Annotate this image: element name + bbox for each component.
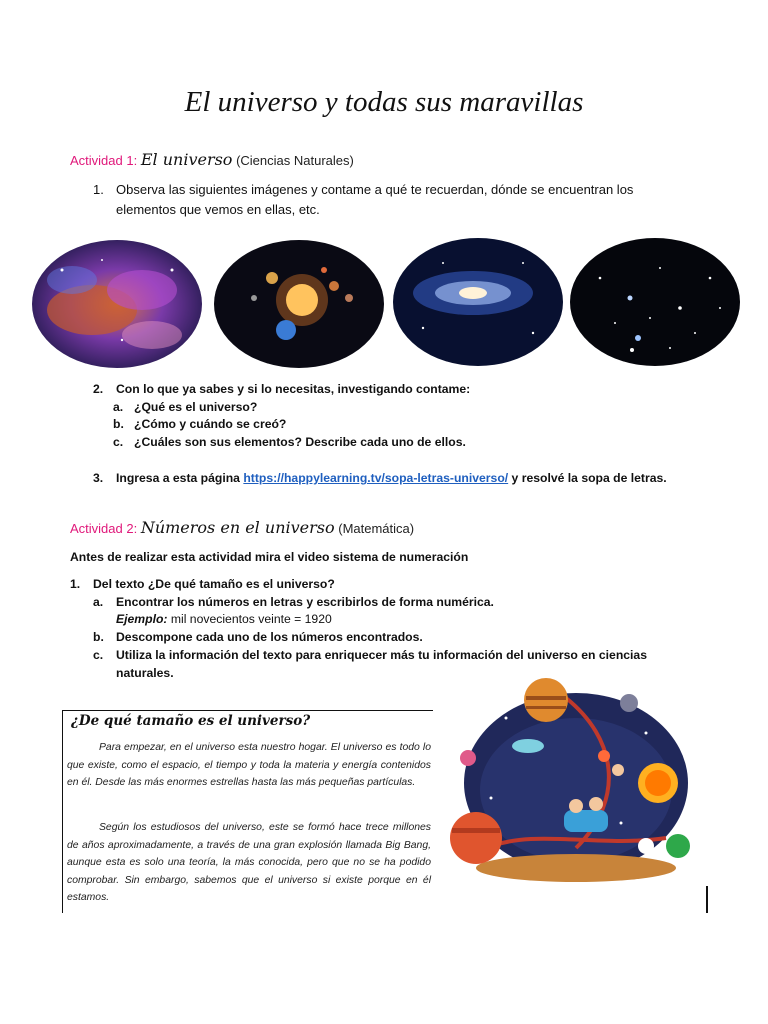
activity-2-label: Actividad 2: xyxy=(70,521,138,536)
textbox-title: ¿De qué tamaño es el universo? xyxy=(71,713,311,729)
act2-c-letter: c. xyxy=(93,648,104,662)
act2-c-text: Utiliza la información del texto para enriquecer más tu información del universo en ciencias naturales. xyxy=(116,648,647,680)
example-text: mil novecientos veinte = 1920 xyxy=(167,612,332,626)
item-2a-text: ¿Qué es el universo? xyxy=(134,400,258,414)
textbox-paragraph-1: Para empezar, en el universo esta nuestro hogar. El universo es todo lo que existe, como el espacio, el tiempo y toda la materia y energía contenidos en él. Desde las más enormes estrellas hasta las más pequeñas partículas. xyxy=(67,742,431,789)
item-1-text: Observa las siguientes imágenes y contame a qué te recuerdan, dónde se encuentran los elementos que vemos en ellas, etc. xyxy=(116,182,634,217)
nebula-image xyxy=(32,240,202,368)
activity-2-name: Números en el universo xyxy=(140,518,335,537)
activity-1-name: El universo xyxy=(140,150,233,169)
item-3-text xyxy=(116,470,667,488)
item-2c-letter: c. xyxy=(113,435,124,449)
sopa-letras-link[interactable]: https://happylearning.tv/sopa-letras-universo/ xyxy=(243,471,509,485)
act2-item-1-text: Del texto ¿De qué tamaño es el universo? xyxy=(93,577,335,591)
act2-b-text: Descompone cada uno de los números encontrados. xyxy=(116,630,423,644)
page-title: El universo y todas sus maravillas xyxy=(184,86,584,118)
act2-a-text: Encontrar los números en letras y escribirlos de forma numérica. xyxy=(116,595,494,609)
galaxy-image xyxy=(393,238,563,366)
item-1-number: 1. xyxy=(93,182,104,197)
solar-system-image xyxy=(214,240,384,368)
item-2c-text: ¿Cuáles son sus elementos? Describe cada uno de ellos. xyxy=(134,435,466,449)
act2-b-letter: b. xyxy=(93,630,104,644)
item-3-post: y resolvé la sopa de letras. xyxy=(508,471,667,485)
activity-1-label: Actividad 1: xyxy=(70,153,138,168)
right-border-segment xyxy=(706,886,708,913)
activity-1-area: (Ciencias Naturales) xyxy=(236,153,354,168)
textbox-paragraph-2: Según los estudiosos del universo, este se formó hace trece millones de años aproximadamente, a través de una gran explosión llamada Big Bang, aunque esta es solo una teoría, la más conocida, pero que no se ha podido comprobar. Sin embargo, sabemos que el universo si existe porque en él estamos. xyxy=(67,822,431,904)
item-3-pre: Ingresa a esta página xyxy=(116,471,244,485)
item-2b-letter: b. xyxy=(113,417,124,431)
universe-size-textbox xyxy=(62,710,433,913)
item-2-text: Con lo que ya sabes y si lo necesitas, investigando contame: xyxy=(116,382,471,396)
star-field-image xyxy=(570,238,740,366)
act2-example xyxy=(116,611,332,629)
activity-2-area: (Matemática) xyxy=(338,521,415,536)
kids-space-rollercoaster-illustration xyxy=(446,678,696,888)
item-3-number: 3. xyxy=(93,471,104,485)
act2-item-1-number: 1. xyxy=(70,577,81,591)
example-label: Ejemplo: xyxy=(116,612,168,626)
item-2a-letter: a. xyxy=(113,400,124,414)
activity-2-intro: Antes de realizar esta actividad mira el video sistema de numeración xyxy=(70,550,469,564)
activity-1-heading xyxy=(70,150,354,169)
activity-2-heading xyxy=(70,518,414,537)
act2-a-letter: a. xyxy=(93,595,104,609)
item-2-number: 2. xyxy=(93,382,104,396)
item-2b-text: ¿Cómo y cuándo se creó? xyxy=(134,417,287,431)
